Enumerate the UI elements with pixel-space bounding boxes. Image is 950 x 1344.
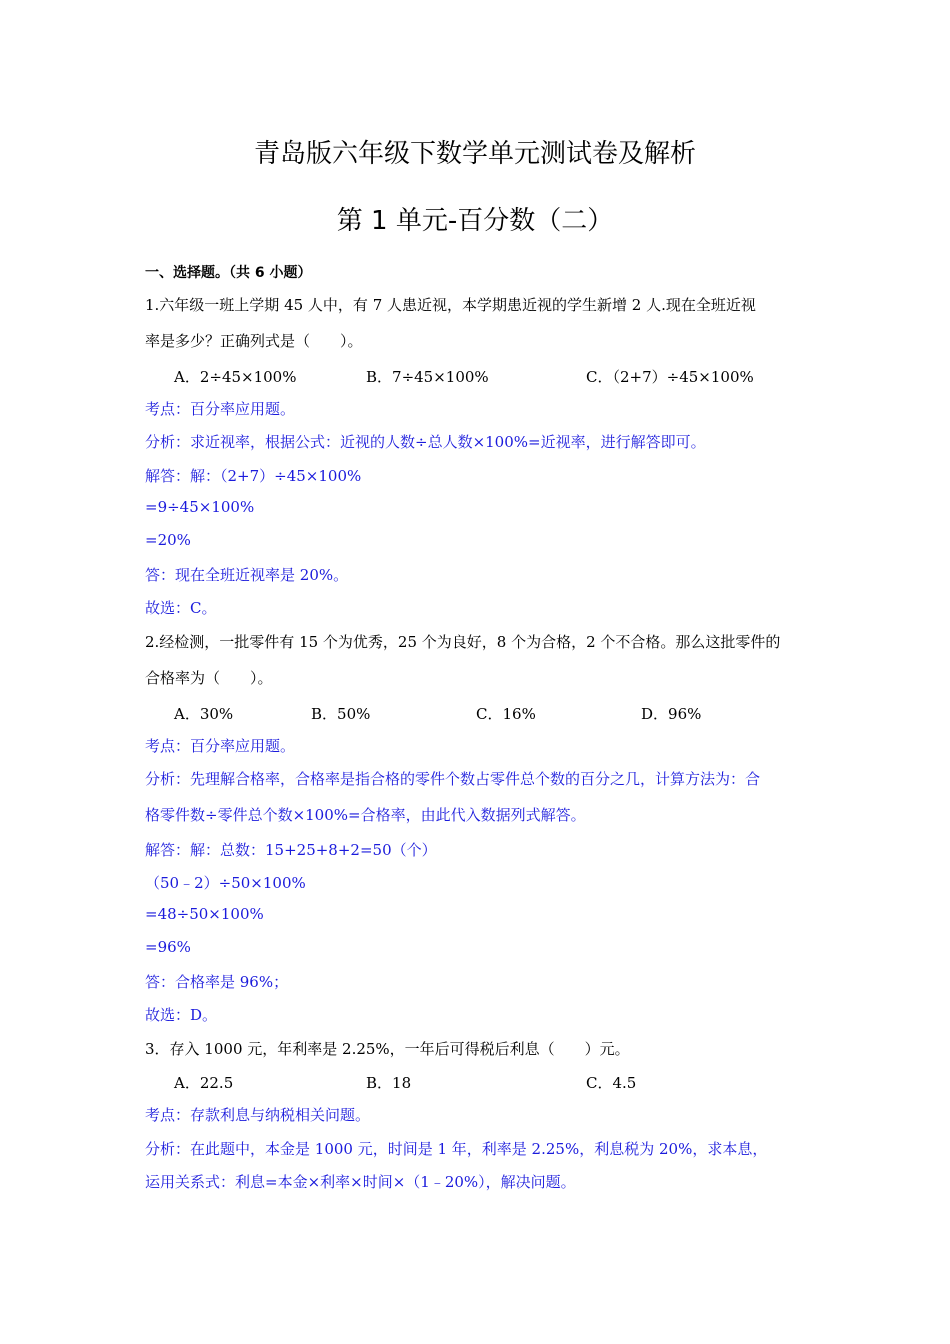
q1-answer-line: 解答：解：（2+7）÷45×100% (145, 467, 362, 485)
q3-fenxi-line1: 分析：在此题中，本金是 1000 元，时间是 1 年，利率是 2.25%，利息税为 20%，求本息， (145, 1140, 768, 1158)
q2-stem-line2: 合格率为（ ）。 (145, 669, 273, 687)
q2-answer-line: 故选：D。 (145, 1006, 218, 1024)
q2-stem-line1: 2.经检测，一批零件有 15 个为优秀，25 个为良好，8 个为合格，2 个不合格。那么这批零件的 (145, 633, 781, 651)
q1-option-c: C．（2+7）÷45×100% (586, 368, 754, 386)
q1-option-a: A．2÷45×100% (174, 368, 297, 386)
page-title: 青岛版六年级下数学单元测试卷及解析 (253, 139, 696, 169)
q2-answer-line: =48÷50×100% (145, 905, 264, 923)
q2-fenxi-line1: 分析：先理解合格率，合格率是指合格的零件个数占零件总个数的百分之几，计算方法为：合 (145, 770, 761, 788)
q3-fenxi-line2: 运用关系式：利息=本金×利率×时间×（1﹣20%），解决问题。 (145, 1173, 576, 1191)
q3-option-a: A．22.5 (174, 1074, 234, 1092)
q1-answer-line: =20% (145, 531, 191, 549)
q1-option-b: B．7÷45×100% (366, 368, 489, 386)
q2-option-a: A．30% (174, 705, 234, 723)
q2-kaodian: 考点：百分率应用题。 (145, 737, 296, 755)
q2-option-c: C．16% (476, 705, 536, 723)
q1-stem-line1: 1.六年级一班上学期 45 人中，有 7 人患近视，本学期患近视的学生新增 2 人.现在全班近视 (145, 296, 756, 314)
q1-answer-line: 答：现在全班近视率是 20%。 (145, 566, 349, 584)
q2-answer-line: 解答：解：总数：15+25+8+2=50（个） (145, 841, 437, 859)
page-subtitle: 第 1 单元-百分数（二） (336, 206, 614, 236)
q1-stem-line2: 率是多少？正确列式是（ ）。 (145, 332, 363, 350)
q2-answer-line: 答：合格率是 96%； (145, 973, 289, 991)
section-heading: 一、选择题。（共 6 小题） (145, 265, 312, 281)
q2-answer-line: =96% (145, 938, 191, 956)
q1-kaodian: 考点：百分率应用题。 (145, 400, 296, 418)
q2-fenxi-line2: 格零件数÷零件总个数×100%=合格率，由此代入数据列式解答。 (145, 806, 586, 824)
q1-answer-line: 故选：C。 (145, 599, 217, 617)
q3-option-c: C．4.5 (586, 1074, 637, 1092)
q3-option-b: B．18 (366, 1074, 412, 1092)
q2-option-d: D．96% (641, 705, 702, 723)
q3-kaodian: 考点：存款利息与纳税相关问题。 (145, 1106, 371, 1124)
q1-fenxi: 分析：求近视率，根据公式：近视的人数÷总人数×100%=近视率，进行解答即可。 (145, 433, 706, 451)
q3-stem: 3．存入 1000 元，年利率是 2.25%，一年后可得税后利息（ ）元。 (145, 1040, 630, 1058)
q2-answer-line: （50﹣2）÷50×100% (145, 874, 306, 892)
q2-option-b: B．50% (311, 705, 371, 723)
q1-answer-line: =9÷45×100% (145, 498, 255, 516)
